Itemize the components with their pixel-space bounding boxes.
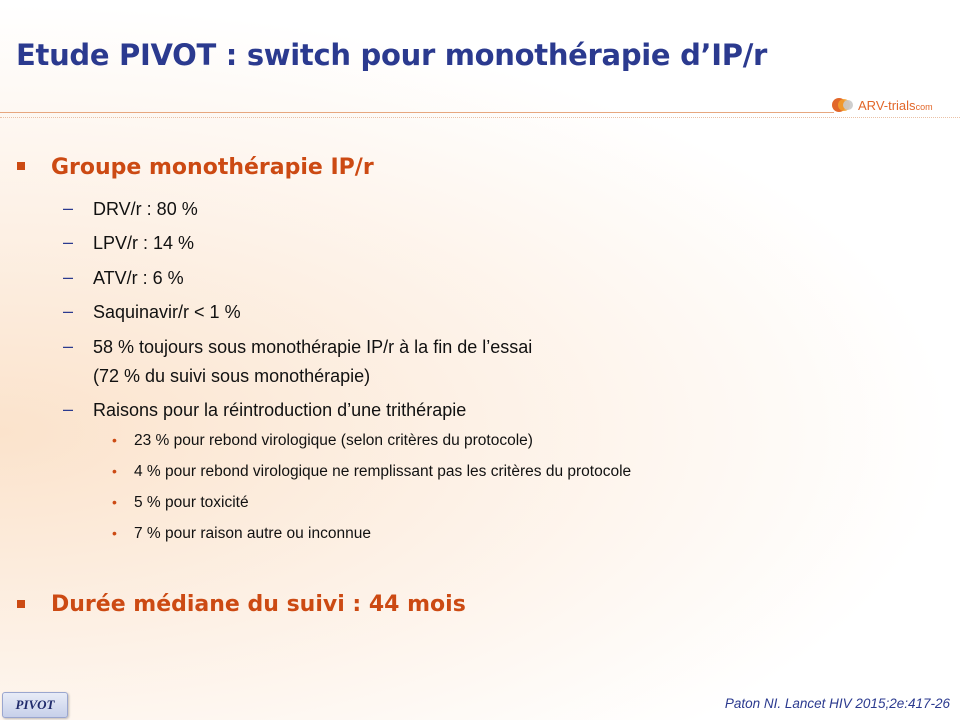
section-heading-duration: Durée médiane du suivi : 44 mois bbox=[51, 592, 466, 617]
bullet-dot-icon: • bbox=[112, 525, 117, 541]
dash-icon: – bbox=[63, 267, 74, 287]
logo-suffix: com bbox=[915, 101, 933, 112]
slide-title: Etude PIVOT : switch pour monothérapie d’IP/r bbox=[16, 38, 767, 72]
bullet-square-icon bbox=[17, 600, 25, 608]
sub-list-item: 5 % pour toxicité bbox=[134, 494, 249, 511]
study-badge bbox=[2, 692, 68, 718]
list-item: LPV/r : 14 % bbox=[93, 233, 195, 253]
title-divider-dotted bbox=[0, 117, 960, 118]
bullet-dot-icon: • bbox=[112, 494, 117, 510]
sub-list-item: 4 % pour rebond virologique ne remplissant pas les critères du protocole bbox=[134, 463, 632, 480]
dash-icon: – bbox=[63, 232, 74, 252]
logo-brand: ARV-trials bbox=[858, 97, 916, 113]
list-item: ATV/r : 6 % bbox=[93, 268, 184, 288]
list-item: DRV/r : 80 % bbox=[93, 199, 198, 219]
logo-icon bbox=[830, 95, 856, 115]
arv-trials-logo bbox=[830, 92, 956, 118]
list-item: Saquinavir/r < 1 % bbox=[93, 302, 241, 322]
study-badge-label: PIVOT bbox=[15, 697, 55, 712]
dash-icon: – bbox=[63, 336, 74, 356]
title-divider bbox=[0, 112, 834, 113]
bullet-dot-icon: • bbox=[112, 432, 117, 448]
sub-list-item: 7 % pour raison autre ou inconnue bbox=[134, 525, 371, 542]
section-heading-group: Groupe monothérapie IP/r bbox=[51, 155, 374, 180]
sub-list-item: 23 % pour rebond virologique (selon critères du protocole) bbox=[134, 432, 533, 449]
list-item: 58 % toujours sous monothérapie IP/r à la fin de l’essai bbox=[93, 337, 533, 357]
list-item: Raisons pour la réintroduction d’une trithérapie bbox=[93, 400, 467, 420]
dash-icon: – bbox=[63, 198, 74, 218]
dash-icon: – bbox=[63, 301, 74, 321]
dash-icon: – bbox=[63, 399, 74, 419]
list-item-continuation: (72 % du suivi sous monothérapie) bbox=[93, 366, 371, 386]
reference-citation: Paton NI. Lancet HIV 2015;2e:417-26 bbox=[724, 696, 950, 711]
bullet-square-icon bbox=[17, 162, 25, 170]
bullet-dot-icon: • bbox=[112, 463, 117, 479]
